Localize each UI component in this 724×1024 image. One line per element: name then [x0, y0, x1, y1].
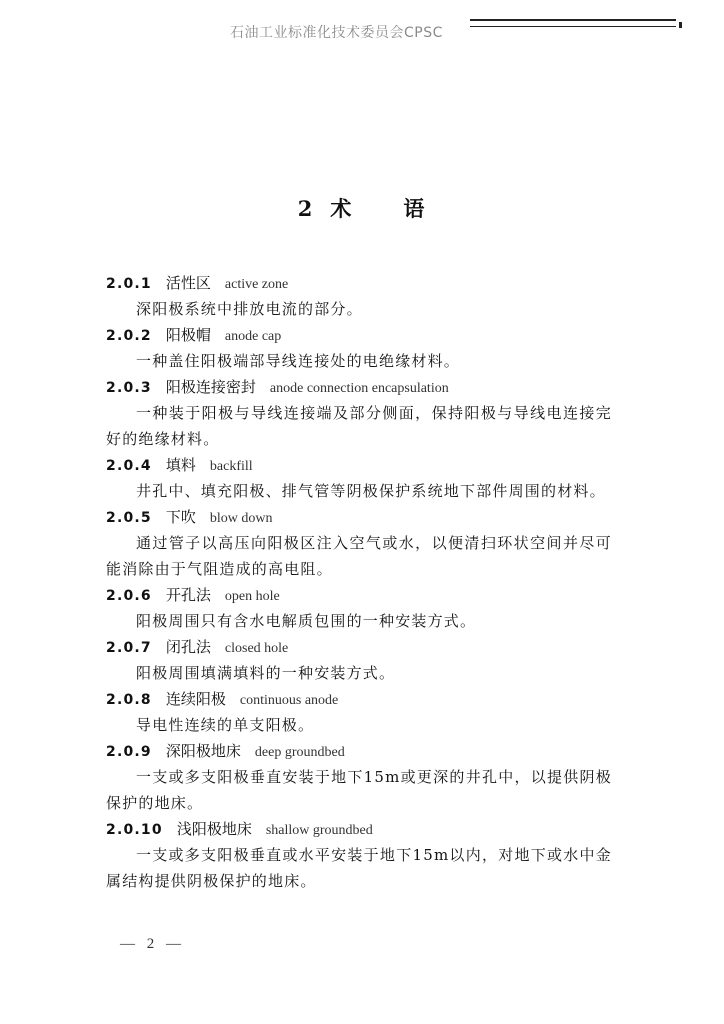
- term-heading: [106, 582, 612, 608]
- term-english: deep groundbed: [254, 745, 345, 760]
- term-chinese: 开孔法: [165, 586, 211, 604]
- term-english: continuous anode: [239, 693, 339, 708]
- header-rule-mark: [679, 22, 682, 28]
- header-organization: 石油工业标准化技术委员会CPSC: [230, 25, 443, 41]
- term-code: 2.0.5: [106, 510, 152, 526]
- term-heading: [106, 322, 612, 348]
- term-heading: [106, 816, 612, 842]
- term-entry: [106, 686, 612, 738]
- term-definition: 一种盖住阳极端部导线连接处的电绝缘材料。: [136, 352, 461, 370]
- term-code: 2.0.2: [106, 328, 152, 344]
- term-list: [106, 270, 612, 894]
- term-code: 2.0.7: [106, 640, 152, 656]
- term-code: 2.0.8: [106, 692, 152, 708]
- term-english: active zone: [224, 277, 289, 292]
- term-heading: [106, 738, 612, 764]
- term-chinese: 连续阳极: [165, 690, 226, 708]
- term-entry: [106, 816, 612, 894]
- term-definition: 深阳极系统中排放电流的部分。: [136, 300, 363, 318]
- header-rule-top: [470, 19, 676, 21]
- term-definition: 井孔中、填充阳极、排气管等阴极保护系统地下部件周围的材料。: [136, 482, 606, 500]
- term-entry: [106, 322, 612, 374]
- chapter-title-part2: 语: [403, 196, 427, 221]
- term-english: shallow groundbed: [265, 823, 373, 838]
- term-heading: [106, 374, 612, 400]
- term-english: closed hole: [224, 641, 289, 656]
- term-definition: 阳极周围只有含水电解质包围的一种安装方式。: [136, 612, 477, 630]
- term-chinese: 填料: [165, 456, 196, 474]
- term-chinese: 闭孔法: [165, 638, 211, 656]
- header-rule-bottom: [470, 26, 676, 27]
- term-definition: 阳极周围填满填料的一种安装方式。: [136, 664, 396, 682]
- term-entry: [106, 452, 612, 504]
- term-code: 2.0.10: [106, 822, 163, 838]
- term-definition: 导电性连续的单支阳极。: [136, 716, 315, 734]
- term-chinese: 下吹: [165, 508, 196, 526]
- term-entry: [106, 582, 612, 634]
- page-number: — 2 —: [120, 936, 185, 952]
- term-definition: 一种装于阳极与导线连接端及部分侧面，保持阳极与导线电连接完好的绝缘材料。: [106, 404, 612, 448]
- term-chinese: 深阳极地床: [165, 742, 241, 760]
- term-definition: 一支或多支阳极垂直安装于地下15m或更深的井孔中，以提供阴极保护的地床。: [106, 768, 612, 812]
- term-heading: [106, 634, 612, 660]
- term-code: 2.0.6: [106, 588, 152, 604]
- term-code: 2.0.9: [106, 744, 152, 760]
- term-chinese: 浅阳极地床: [176, 820, 252, 838]
- term-code: 2.0.1: [106, 276, 152, 292]
- term-heading: [106, 686, 612, 712]
- term-heading: [106, 452, 612, 478]
- term-heading: [106, 270, 612, 296]
- term-chinese: 阳极连接密封: [165, 378, 256, 396]
- chapter-title: [0, 193, 724, 223]
- term-entry: [106, 270, 612, 322]
- term-heading: [106, 504, 612, 530]
- chapter-number: 2: [297, 196, 315, 221]
- term-chinese: 阳极帽: [165, 326, 211, 344]
- term-entry: [106, 374, 612, 452]
- term-chinese: 活性区: [165, 274, 211, 292]
- term-entry: [106, 738, 612, 816]
- term-english: anode connection encapsulation: [269, 381, 449, 396]
- term-entry: [106, 634, 612, 686]
- term-code: 2.0.4: [106, 458, 152, 474]
- term-english: open hole: [224, 589, 280, 604]
- term-english: anode cap: [224, 329, 282, 344]
- term-entry: [106, 504, 612, 582]
- chapter-title-part1: 术: [330, 196, 354, 221]
- term-code: 2.0.3: [106, 380, 152, 396]
- term-english: blow down: [209, 511, 273, 526]
- term-definition: 一支或多支阳极垂直或水平安装于地下15m以内，对地下或水中金属结构提供阴极保护的地床。: [106, 846, 612, 890]
- term-definition: 通过管子以高压向阳极区注入空气或水，以便清扫环状空间并尽可能消除由于气阻造成的高电阻。: [106, 534, 612, 578]
- term-english: backfill: [209, 459, 253, 474]
